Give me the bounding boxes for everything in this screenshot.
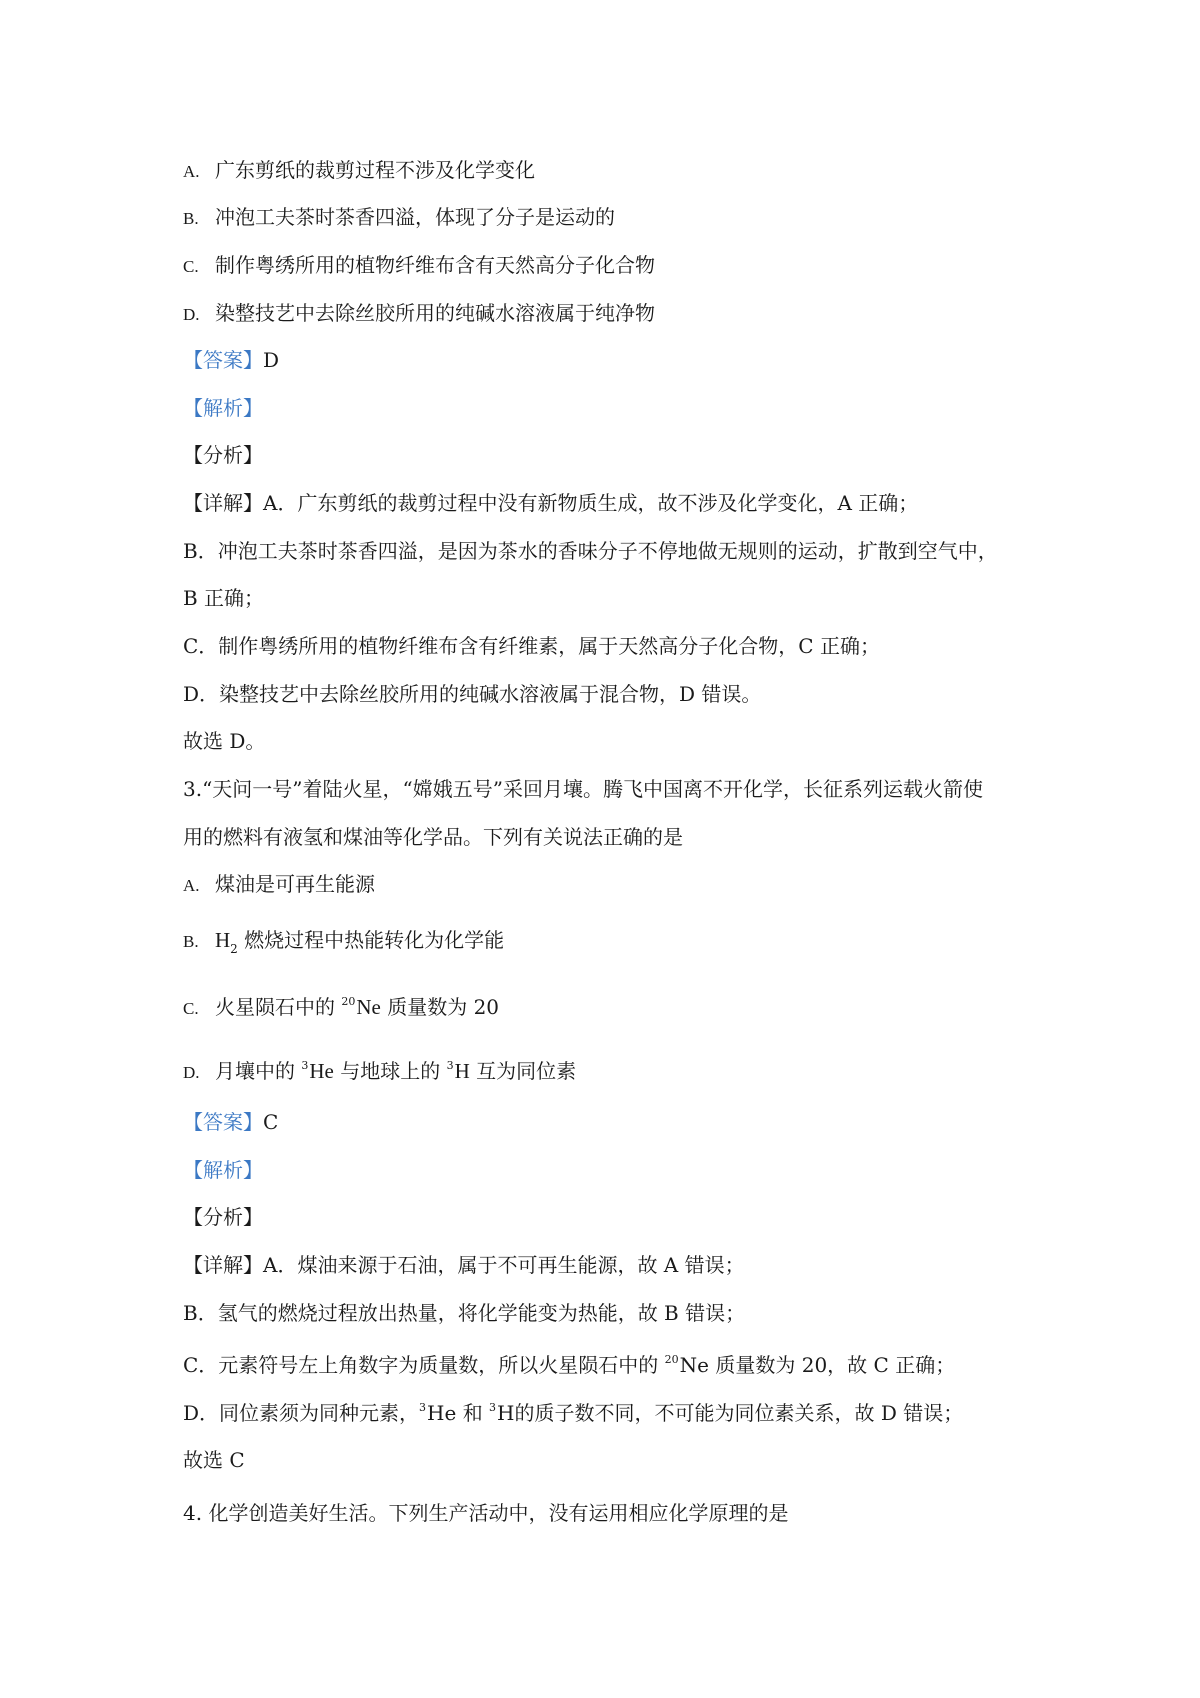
option-text: 制作粤绣所用的植物纤维布含有天然高分子化合物 [215, 253, 655, 277]
option-letter: B. [183, 932, 199, 951]
detail-text-post: 的质子数不同，不可能为同位素关系，故 D 错误； [514, 1401, 964, 1425]
detail-tag: 【详解】 [183, 1253, 263, 1277]
q2-fenxi-tag: 【分析】 [183, 443, 263, 467]
answer-value: D [263, 348, 280, 372]
mass-number: 3 [419, 1401, 427, 1414]
option-text-post: 质量数为 20 [387, 995, 500, 1019]
detail-text-pre: D．同位素须为同种元素， [183, 1401, 420, 1425]
detail-text: A．广东剪纸的裁剪过程中没有新物质生成，故不涉及化学变化，A 正确； [263, 491, 919, 515]
option-letter: C. [183, 257, 199, 276]
q2-conclusion: 故选 D。 [183, 729, 266, 753]
option-text: 冲泡工夫茶时茶香四溢，体现了分子是运动的 [215, 205, 615, 229]
q3-answer [183, 1108, 278, 1136]
answer-value: C [263, 1110, 279, 1134]
q2-option-d [183, 299, 655, 329]
option-letter: A. [183, 876, 200, 895]
q2-detail-line-b-cont: B 正确； [183, 586, 265, 610]
detail-text-post: 质量数为 20，故 C 正确； [715, 1353, 956, 1377]
element-symbol: H [497, 1401, 515, 1425]
option-letter: A. [183, 162, 200, 181]
element-symbol: Ne [679, 1353, 710, 1377]
formula-h: H [215, 928, 231, 952]
q3-conclusion: 故选 C [183, 1448, 245, 1472]
q3-stem-line-2: 用的燃料有液氢和煤油等化学品。下列有关说法正确的是 [183, 825, 683, 849]
option-letter: D. [183, 305, 200, 324]
option-letter: B. [183, 209, 199, 228]
detail-tag: 【详解】 [183, 491, 263, 515]
mass-number: 3 [489, 1401, 497, 1414]
option-letter: D. [183, 1063, 200, 1082]
detail-text-mid: 和 [462, 1401, 483, 1425]
answer-tag: 【答案】 [183, 348, 263, 372]
mass-number: 20 [664, 1353, 679, 1366]
option-text-mid: 与地球上的 [340, 1059, 441, 1083]
q3-detail-line-c [183, 1346, 955, 1379]
mass-number: 20 [341, 995, 356, 1008]
q3-jiexi-tag: 【解析】 [183, 1158, 263, 1182]
q3-detail-line-d [183, 1394, 963, 1427]
detail-text-pre: C．元素符号左上角数字为质量数，所以火星陨石中的 [183, 1353, 659, 1377]
detail-text: A．煤油来源于石油，属于不可再生能源，故 A 错误； [263, 1253, 745, 1277]
option-text: 染整技艺中去除丝胶所用的纯碱水溶液属于纯净物 [215, 301, 655, 325]
mass-number: 3 [446, 1059, 454, 1072]
element-symbol: H [454, 1059, 470, 1083]
q3-detail-line-a [183, 1251, 745, 1279]
q2-detail-line-b: B．冲泡工夫茶时茶香四溢，是因为茶水的香味分子不停地做无规则的运动，扩散到空气中， [183, 539, 998, 563]
answer-tag: 【答案】 [183, 1110, 263, 1134]
q2-option-c [183, 251, 655, 281]
q3-fenxi-tag: 【分析】 [183, 1205, 263, 1229]
option-text: 煤油是可再生能源 [215, 872, 375, 896]
q2-detail-line-a [183, 489, 918, 517]
element-symbol: He [309, 1059, 334, 1083]
q3-option-c [183, 988, 499, 1023]
q3-detail-line-b: B．氢气的燃烧过程放出热量，将化学能变为热能，故 B 错误； [183, 1301, 746, 1325]
formula-subscript: 2 [230, 942, 238, 956]
q3-option-b [183, 926, 504, 963]
option-text-pre: 火星陨石中的 [215, 995, 335, 1019]
option-text-pre: 月壤中的 [215, 1059, 295, 1083]
q2-answer [183, 346, 279, 374]
element-symbol: He [427, 1401, 457, 1425]
q3-option-d [183, 1052, 576, 1087]
q2-detail-line-d: D．染整技艺中去除丝胶所用的纯碱水溶液属于混合物，D 错误。 [183, 682, 762, 706]
q2-jiexi-tag: 【解析】 [183, 396, 263, 420]
option-letter: C. [183, 999, 199, 1018]
mass-number: 3 [301, 1059, 309, 1072]
q2-option-a [183, 156, 535, 186]
option-text: 广东剪纸的裁剪过程不涉及化学变化 [215, 158, 535, 182]
option-text-post: 互为同位素 [476, 1059, 577, 1083]
q4-stem: 4. 化学创造美好生活。下列生产活动中，没有运用相应化学原理的是 [183, 1501, 789, 1525]
element-symbol: Ne [356, 995, 381, 1019]
q2-detail-line-c: C．制作粤绣所用的植物纤维布含有纤维素，属于天然高分子化合物，C 正确； [183, 634, 880, 658]
q3-stem-line-1: 3.“天问一号”着陆火星，“嫦娥五号”采回月壤。腾飞中国离不开化学，长征系列运载火箭使 [183, 777, 983, 801]
option-text: 燃烧过程中热能转化为化学能 [244, 928, 505, 952]
q3-option-a [183, 870, 375, 900]
q2-option-b [183, 203, 615, 233]
